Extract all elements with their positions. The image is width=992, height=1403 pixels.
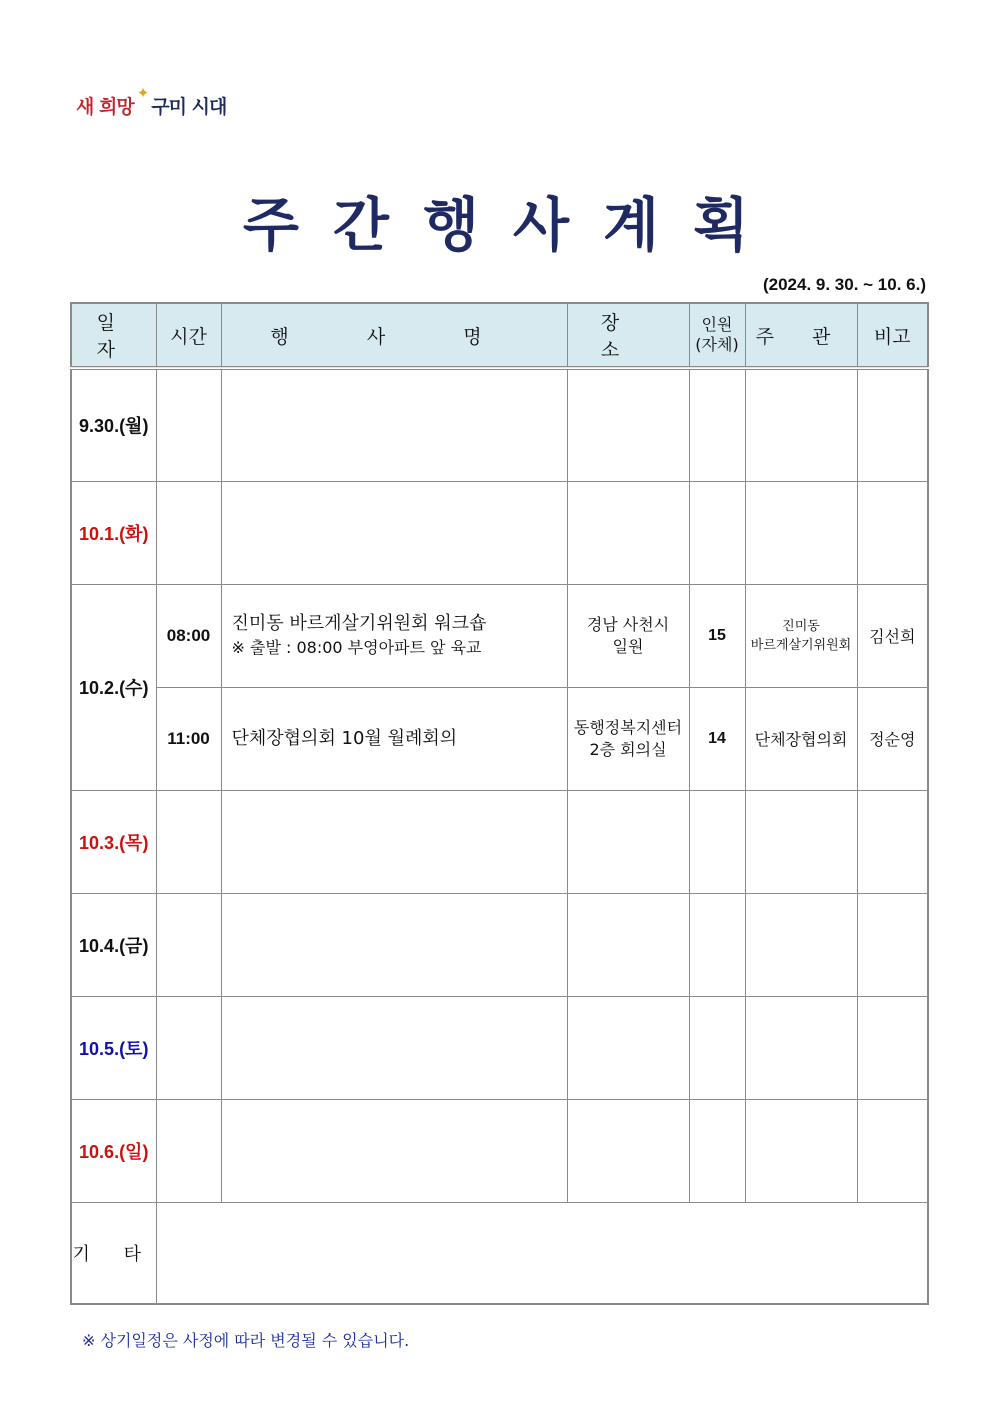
logo-text-gumi-era: 구미 시대 — [151, 96, 227, 118]
place-cell: 동행정복지센터 2층 회의실 — [567, 687, 689, 790]
people-cell — [689, 790, 745, 893]
host-cell — [745, 790, 857, 893]
table-row — [71, 893, 928, 996]
event-title: 단체장협의회 10월 월례회의 — [231, 727, 458, 749]
host-cell — [745, 1099, 857, 1202]
date-cell: 10.3.(목) — [71, 790, 156, 893]
people-cell — [689, 893, 745, 996]
date-cell: 10.4.(금) — [71, 893, 156, 996]
note-cell — [857, 1099, 928, 1202]
host-cell — [745, 893, 857, 996]
time-cell: 11:00 — [156, 687, 221, 790]
place-cell — [567, 1099, 689, 1202]
header-people: 인원 (자체) — [689, 303, 745, 368]
people-cell — [689, 481, 745, 584]
people-cell — [689, 368, 745, 481]
place-cell — [567, 368, 689, 481]
event-cell — [221, 687, 567, 790]
logo — [76, 86, 226, 126]
date-cell: 10.1.(화) — [71, 481, 156, 584]
header-time: 시간 — [156, 303, 221, 368]
place-cell — [567, 996, 689, 1099]
people-cell: 15 — [689, 584, 745, 687]
table-row — [71, 368, 928, 481]
time-cell: 08:00 — [156, 584, 221, 687]
event-cell — [221, 996, 567, 1099]
people-cell — [689, 1099, 745, 1202]
header-date: 일 자 — [71, 303, 156, 368]
event-cell — [221, 481, 567, 584]
page-title: 주간행사계획 — [242, 191, 784, 259]
time-cell — [156, 1099, 221, 1202]
time-cell — [156, 481, 221, 584]
etc-label: 기 타 — [71, 1202, 156, 1304]
time-cell — [156, 790, 221, 893]
event-cell — [221, 584, 567, 687]
place-cell — [567, 790, 689, 893]
note-cell: 정순영 — [857, 687, 928, 790]
host-cell — [745, 368, 857, 481]
people-cell — [689, 996, 745, 1099]
host-cell: 단체장협의회 — [745, 687, 857, 790]
table-row — [71, 1099, 928, 1202]
note-cell — [857, 893, 928, 996]
table-row — [71, 996, 928, 1099]
note-cell — [857, 481, 928, 584]
host-cell — [745, 481, 857, 584]
note-cell: 김선희 — [857, 584, 928, 687]
host-cell — [745, 996, 857, 1099]
table-row — [71, 790, 928, 893]
footnote: ※ 상기일정은 사정에 따라 변경될 수 있습니다. — [82, 1331, 410, 1350]
people-cell: 14 — [689, 687, 745, 790]
schedule-period: (2024. 9. 30. ~ 10. 6.) — [762, 275, 926, 294]
date-cell: 9.30.(월) — [71, 368, 156, 481]
header-place: 장 소 — [567, 303, 689, 368]
table-row — [71, 481, 928, 584]
event-cell — [221, 1099, 567, 1202]
date-cell: 10.2.(수) — [71, 584, 156, 790]
time-cell — [156, 996, 221, 1099]
event-cell — [221, 368, 567, 481]
header-note: 비고 — [857, 303, 928, 368]
time-cell — [156, 368, 221, 481]
table-row — [71, 584, 928, 687]
date-cell: 10.6.(일) — [71, 1099, 156, 1202]
table-row — [71, 687, 928, 790]
star-icon: ✦ — [136, 84, 149, 102]
event-title: 진미동 바르게살기위원회 워크숍 — [231, 612, 487, 634]
event-cell — [221, 790, 567, 893]
host-cell: 진미동 바르게살기위원회 — [745, 584, 857, 687]
place-cell — [567, 893, 689, 996]
header-host: 주 관 — [745, 303, 857, 368]
weekly-schedule-table — [70, 302, 929, 1305]
note-cell — [857, 790, 928, 893]
event-subtitle: ※ 출발 : 08:00 부영아파트 앞 육교 — [231, 637, 482, 657]
place-cell — [567, 481, 689, 584]
etc-row — [71, 1202, 928, 1304]
note-cell — [857, 368, 928, 481]
table-header-row — [71, 303, 928, 368]
date-cell: 10.5.(토) — [71, 996, 156, 1099]
note-cell — [857, 996, 928, 1099]
logo-text-new-hope: 새 희망 — [76, 96, 134, 118]
place-cell: 경남 사천시 일원 — [567, 584, 689, 687]
time-cell — [156, 893, 221, 996]
etc-content — [156, 1202, 928, 1304]
event-cell — [221, 893, 567, 996]
header-event: 행 사 명 — [221, 303, 567, 368]
